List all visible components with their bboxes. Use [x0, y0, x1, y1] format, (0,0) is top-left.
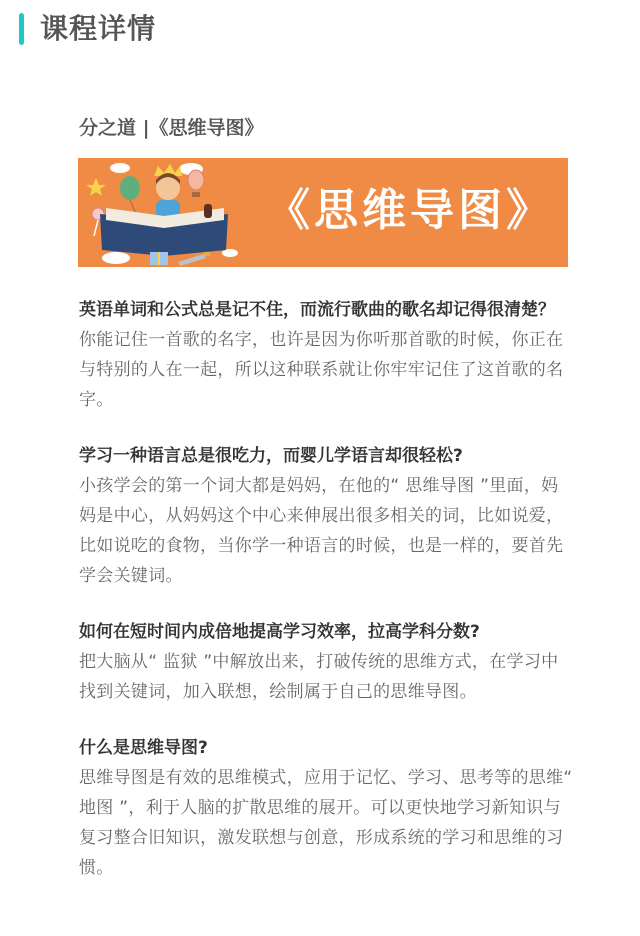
faq-item [79, 295, 574, 415]
faq-question: 什么是思维导图? [79, 738, 208, 758]
faq-item [79, 441, 574, 591]
faq-item [79, 733, 574, 883]
course-name: 分之道 |《思维导图》 [79, 117, 264, 139]
banner-title: 《思维导图》 [266, 185, 554, 236]
faq-answer: 小孩学会的第一个词大都是妈妈，在他的“ 思维导图 ”里面，妈妈是中心，从妈妈这个中心来伸展出很多相关的词，比如说爱，比如说吃的食物，当你学一种语言的时候，也是一样的，要首先学会关键词。 [79, 476, 564, 586]
faq-question: 学习一种语言总是很吃力，而婴儿学语言却很轻松? [79, 446, 463, 466]
faq-question: 英语单词和公式总是记不住，而流行歌曲的歌名却记得很清楚？ [79, 300, 555, 320]
accent-bar [19, 13, 24, 45]
faq-question: 如何在短时间内成倍地提高学习效率，拉高学科分数? [79, 622, 480, 642]
boy-reading-book-illustration [78, 158, 248, 267]
course-detail-content [79, 110, 574, 883]
faq-item [79, 617, 574, 707]
faq-answer: 把大脑从“ 监狱 ”中解放出来，打破传统的思维方式，在学习中找到关键词，加入联想，绘制属于自己的思维导图。 [79, 652, 559, 702]
page-title: 课程详情 [40, 12, 157, 45]
section-header [0, 0, 640, 64]
faq-answer: 你能记住一首歌的名字，也许是因为你听那首歌的时候，你正在与特别的人在一起，所以这种联系就让你牢牢记住了这首歌的名字。 [79, 330, 564, 410]
course-banner [78, 158, 568, 267]
faq-answer: 思维导图是有效的思维模式，应用于记忆、学习、思考等的思维“ 地图 ”，利于人脑的扩散思维的展开。可以更快地学习新知识与复习整合旧知识，激发联想与创意，形成系统的学习和思维的习惯。 [79, 768, 573, 878]
